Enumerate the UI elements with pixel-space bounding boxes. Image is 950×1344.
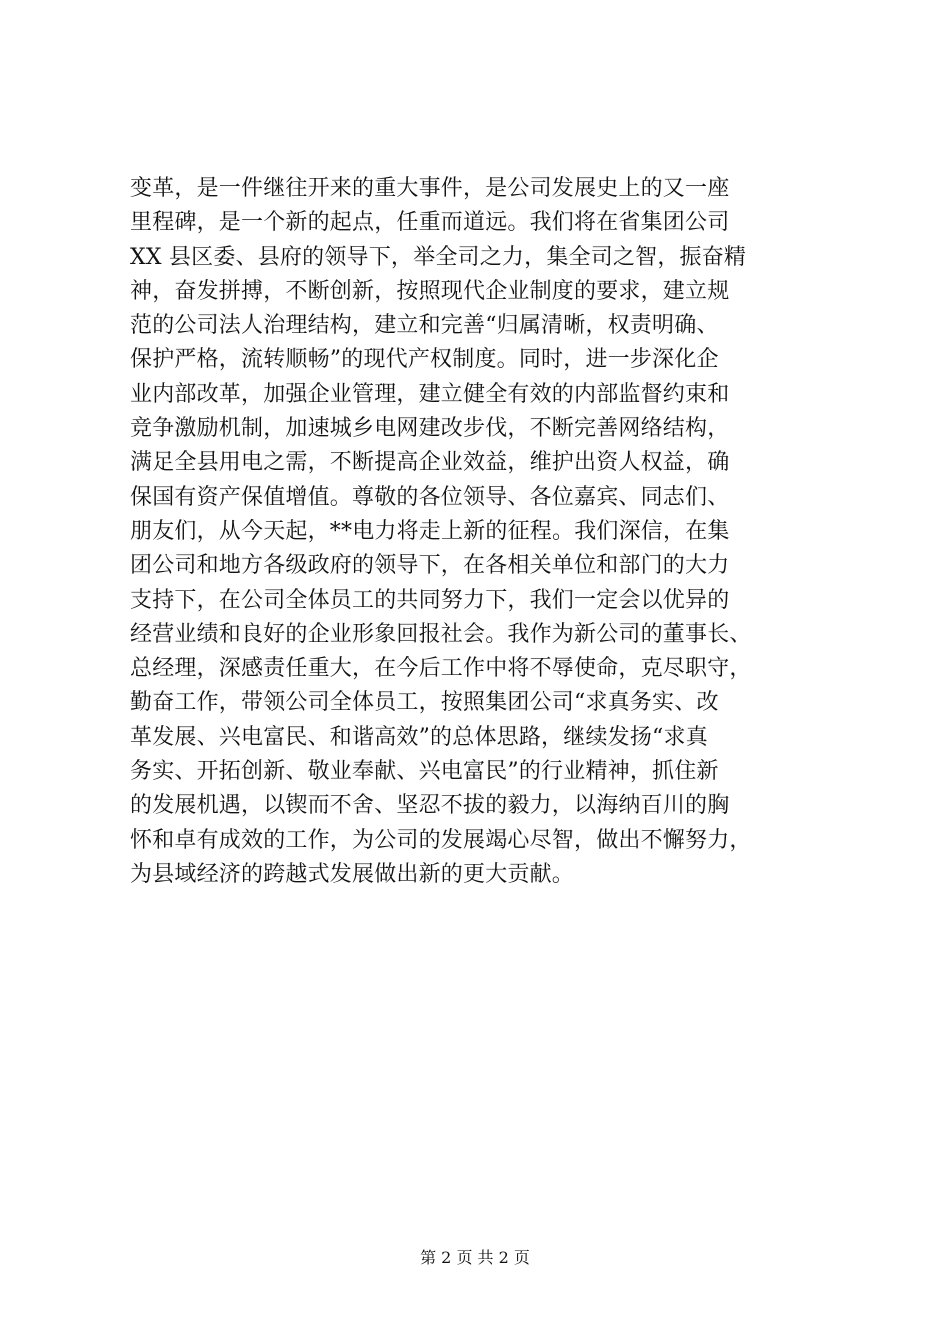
text-line: 保护严格，流转顺畅”的现代产权制度。同时，进一步深化企 (130, 347, 719, 373)
page-number-footer: 第 2 页 共 2 页 (420, 1248, 530, 1267)
text-line: 保国有资产保值增值。尊敬的各位领导、各位嘉宾、同志们、 (130, 484, 730, 510)
text-line: 满足全县用电之需，不断提高企业效益，维护出资人权益，确 (130, 450, 730, 476)
text-line: 团公司和地方各级政府的领导下，在各相关单位和部门的大力 (130, 553, 730, 579)
text-line: 朋友们，从今天起，**电力将走上新的征程。我们深信，在集 (130, 518, 730, 544)
text-line: 业内部改革，加强企业管理，建立健全有效的内部监督约束和 (130, 381, 730, 407)
text-line: 勤奋工作，带领公司全体员工，按照集团公司“求真务实、改 (130, 690, 719, 716)
text-line: 神，奋发拼搏，不断创新，按照现代企业制度的要求，建立规 (130, 278, 730, 304)
text-line: 怀和卓有成效的工作，为公司的发展竭心尽智，做出不懈努力， (130, 827, 752, 853)
text-line: 的发展机遇，以锲而不舍、坚忍不拔的毅力，以海纳百川的胸 (130, 793, 730, 819)
text-line: XX 县区委、县府的领导下，举全司之力，集全司之智，振奋精 (130, 244, 747, 270)
text-line: 竞争激励机制，加速城乡电网建改步伐，不断完善网络结构， (130, 416, 730, 442)
text-line: 支持下，在公司全体员工的共同努力下，我们一定会以优异的 (130, 587, 730, 613)
text-line: 里程碑，是一个新的起点，任重而道远。我们将在省集团公司 (130, 210, 730, 236)
text-line: 范的公司法人治理结构，建立和完善“归属清晰，权责明确、 (130, 313, 719, 339)
text-line: 革发展、兴电富民、和谐高效”的总体思路，继续发扬“求真 (130, 724, 708, 750)
text-line: 为县域经济的跨越式发展做出新的更大贡献。 (130, 861, 575, 887)
text-line: 经营业绩和良好的企业形象回报社会。我作为新公司的董事长、 (130, 621, 752, 647)
text-line: 务实、开拓创新、敬业奉献、兴电富民”的行业精神，抓住新 (130, 759, 719, 785)
body-paragraph (130, 172, 830, 892)
text-line: 变革，是一件继往开来的重大事件，是公司发展史上的又一座 (130, 176, 730, 201)
text-line: 总经理，深感责任重大，在今后工作中将不辱使命，克尽职守， (130, 656, 752, 682)
